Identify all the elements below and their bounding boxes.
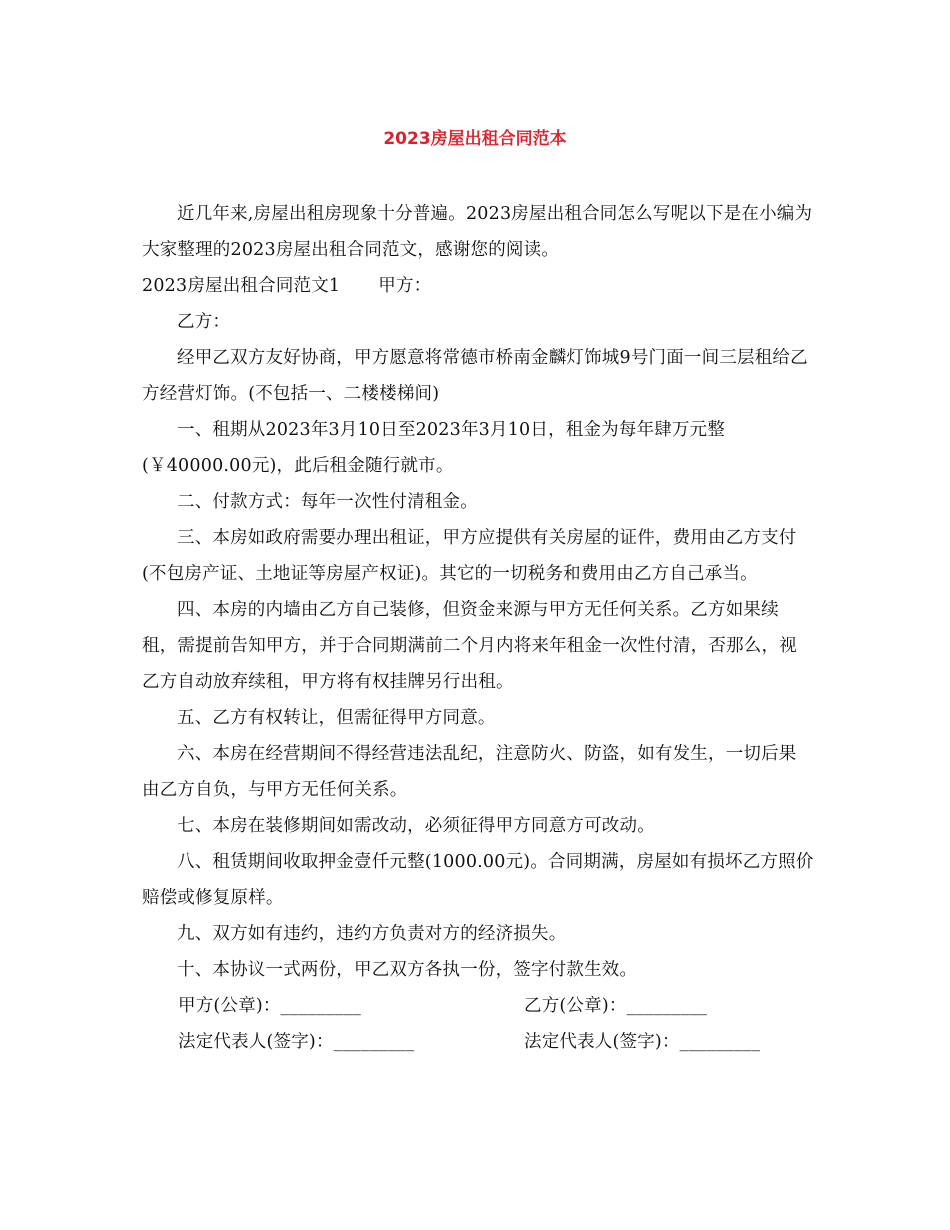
clause-lease-term: 一、租期从2023年3月10日至2023年3月10日，租金为每年肆万元整(￥40000.00元)，此后租金随行就市。 [142, 420, 726, 476]
signature-row-seal [142, 988, 814, 1024]
party-b-seal: 乙方(公章)：_________ [524, 996, 708, 1016]
clause-renovation: 四、本房的内墙由乙方自己装修，但资金来源与甲方无任何关系。乙方如果续租，需提前告知甲方，并于合同期满前二个月内将来年租金一次性付清，否那么，视乙方自动放弃续租，甲方将有权挂牌另行出租。 [142, 600, 797, 692]
party-a-representative: 法定代表人(签字)：_________ [178, 1032, 415, 1052]
clause-operation: 六、本房在经营期间不得经营违法乱纪，注意防火、防盗，如有发生，一切后果由乙方自负，与甲方无任何关系。 [142, 744, 797, 800]
clause-breach: 九、双方如有违约，违约方负责对方的经济损失。 [177, 924, 567, 944]
clause-transfer: 五、乙方有权转让，但需征得甲方同意。 [177, 708, 496, 728]
section-heading-line [142, 268, 814, 304]
intro-paragraph: 近几年来,房屋出租房现象十分普遍。2023房屋出租合同怎么写呢以下是在小编为大家整理的2023房屋出租合同范文，感谢您的阅读。 [142, 204, 813, 260]
contract-paragraph: 经甲乙双方友好协商，甲方愿意将常德市桥南金麟灯饰城9号门面一间三层租给乙方经营灯饰。(不包括一、二楼楼梯间) [142, 348, 808, 404]
party-a-seal: 甲方(公章)：_________ [178, 996, 362, 1016]
clause-copies: 十、本协议一式两份，甲乙双方各执一份，签字付款生效。 [177, 960, 638, 980]
clause-alteration: 七、本房在装修期间如需改动，必须征得甲方同意方可改动。 [177, 816, 655, 836]
party-b-representative: 法定代表人(签字)：_________ [524, 1032, 761, 1052]
signature-row-rep [142, 1024, 814, 1060]
party-a-label: 甲方： [378, 276, 432, 296]
document-title: 2023房屋出租合同范本 [383, 129, 567, 149]
clause-payment: 二、付款方式：每年一次性付清租金。 [177, 492, 478, 512]
document-body [142, 196, 814, 1060]
clause-license: 三、本房如政府需要办理出租证，甲方应提供有关房屋的证件，费用由乙方支付(不包房产证、土地证等房屋产权证)。其它的一切税务和费用由乙方自己承当。 [142, 528, 797, 584]
party-b-label: 乙方： [177, 312, 231, 332]
section-heading: 2023房屋出租合同范文1 [142, 276, 341, 296]
clause-deposit: 八、租赁期间收取押金壹仟元整(1000.00元)。合同期满，房屋如有损坏乙方照价赔偿或修复原样。 [142, 852, 814, 908]
